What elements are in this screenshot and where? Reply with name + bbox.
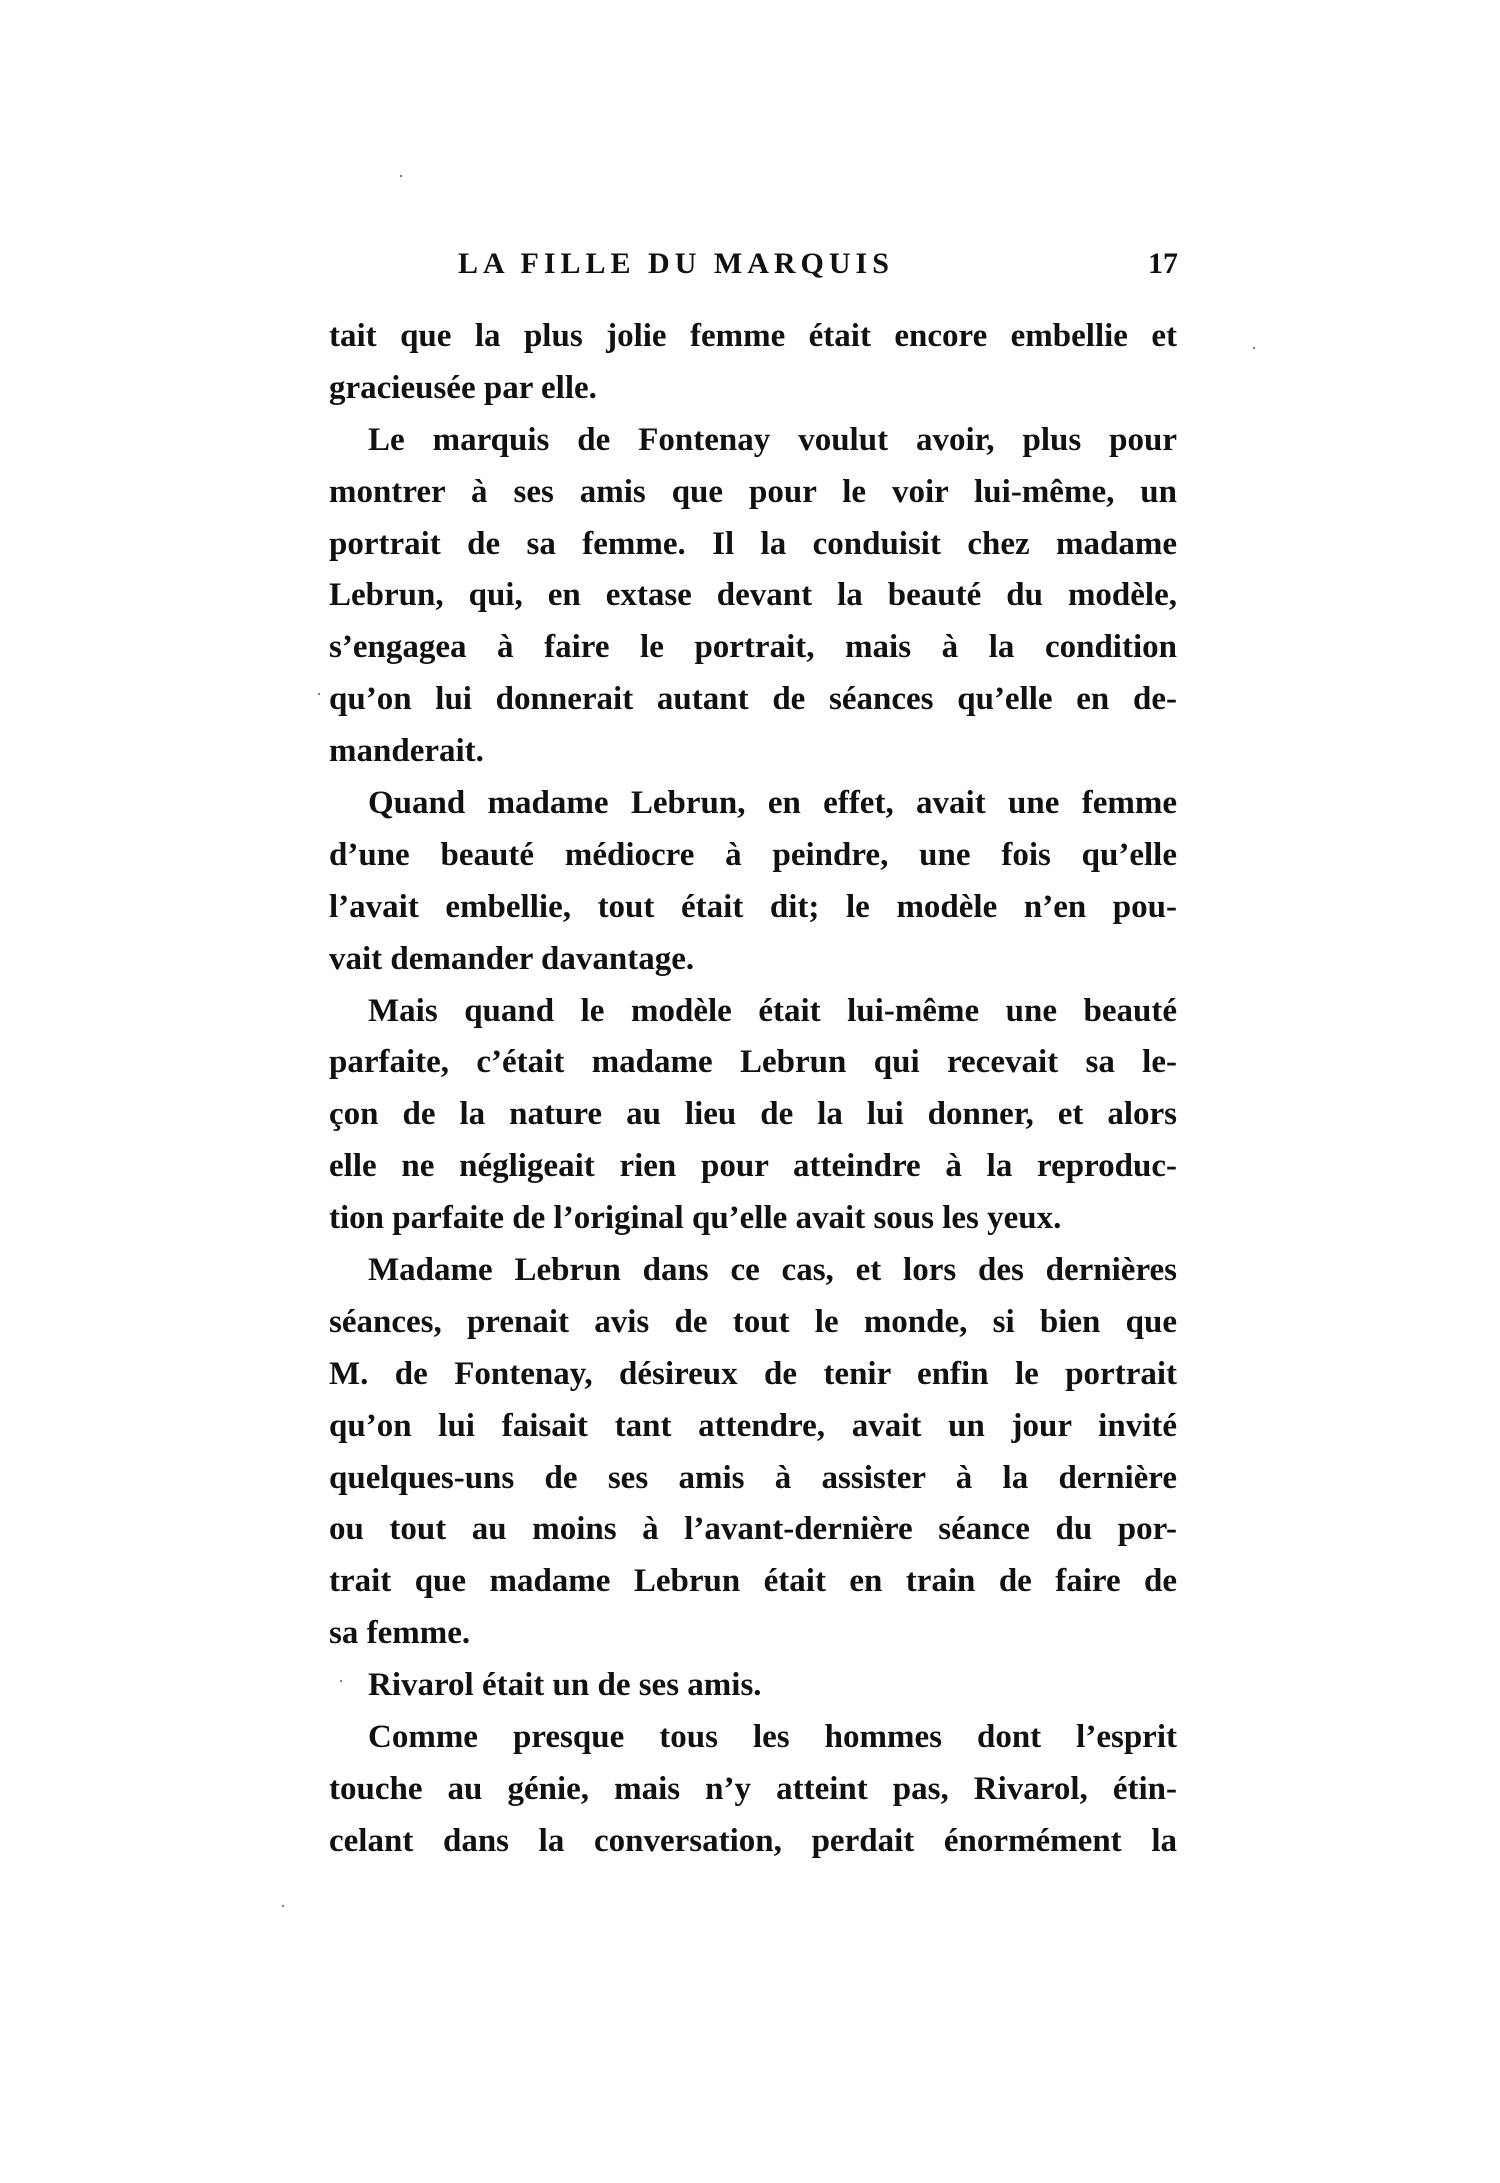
paragraph [329,1660,1177,1712]
text-line: Lebrun, qui, en extase devant la beauté du modèle, [329,577,1177,614]
running-title: LA FILLE DU MARQUIS [458,247,894,280]
text-line: çon de la nature au lieu de la lui donner, et alors [329,1096,1177,1133]
scan-speck [1253,347,1255,349]
body-text [329,311,1177,1868]
paragraph [329,415,1177,778]
text-line: manderait. [329,733,484,770]
text-line: Mais quand le modèle était lui-même une beauté [368,992,1177,1029]
text-line: d’une beauté médiocre à peindre, une fois qu’elle [329,836,1177,873]
page-number: 17 [1148,247,1178,280]
text-line: Quand madame Lebrun, en effet, avait une femme [368,785,1177,822]
text-line: M. de Fontenay, désireux de tenir enfin le portrait [329,1355,1177,1392]
text-line: montrer à ses amis que pour le voir lui-même, un [329,473,1177,510]
text-line: qu’on lui faisait tant attendre, avait un jour invité [329,1407,1177,1444]
text-line: ou tout au moins à l’avant-dernière séance du por- [329,1511,1177,1548]
text-line: s’engagea à faire le portrait, mais à la condition [329,629,1177,666]
scan-speck [340,1680,342,1682]
text-line: l’avait embellie, tout était dit; le modèle n’en pou- [329,888,1177,925]
text-line: elle ne négligeait rien pour atteindre à la reproduc- [329,1148,1177,1185]
text-line: gracieusée par elle. [329,369,597,406]
text-line: sa femme. [329,1615,471,1652]
text-line: Comme presque tous les hommes dont l’esprit [368,1719,1177,1756]
scan-speck [282,1905,284,1907]
paragraph [329,986,1177,1245]
text-line: Madame Lebrun dans ce cas, et lors des dernières [368,1252,1177,1289]
paragraph [329,1712,1177,1868]
scan-speck [400,175,402,177]
text-line: séances, prenait avis de tout le monde, si bien que [329,1303,1177,1340]
paragraph [329,311,1177,415]
text-line: vait demander davantage. [329,940,695,977]
text-line: Le marquis de Fontenay voulut avoir, plus pour [368,421,1177,458]
text-line: tait que la plus jolie femme était encore embellie et [329,318,1177,354]
paragraph [329,778,1177,986]
text-line: tion parfaite de l’original qu’elle avait sous les yeux. [329,1200,1062,1237]
text-line: Rivarol était un de ses amis. [368,1667,762,1704]
text-line: portrait de sa femme. Il la conduisit chez madame [329,525,1177,562]
text-line: celant dans la conversation, perdait énormément la [329,1822,1177,1859]
text-line: quelques-uns de ses amis à assister à la dernière [329,1459,1177,1496]
text-line: trait que madame Lebrun était en train de faire de [329,1563,1177,1600]
text-line: parfaite, c’était madame Lebrun qui recevait sa le- [329,1044,1177,1081]
text-line: qu’on lui donnerait autant de séances qu’elle en de- [329,681,1177,718]
text-line: touche au génie, mais n’y atteint pas, Rivarol, étin- [329,1770,1177,1807]
scan-speck [318,693,320,695]
paragraph [329,1245,1177,1660]
page-header [458,240,1178,288]
